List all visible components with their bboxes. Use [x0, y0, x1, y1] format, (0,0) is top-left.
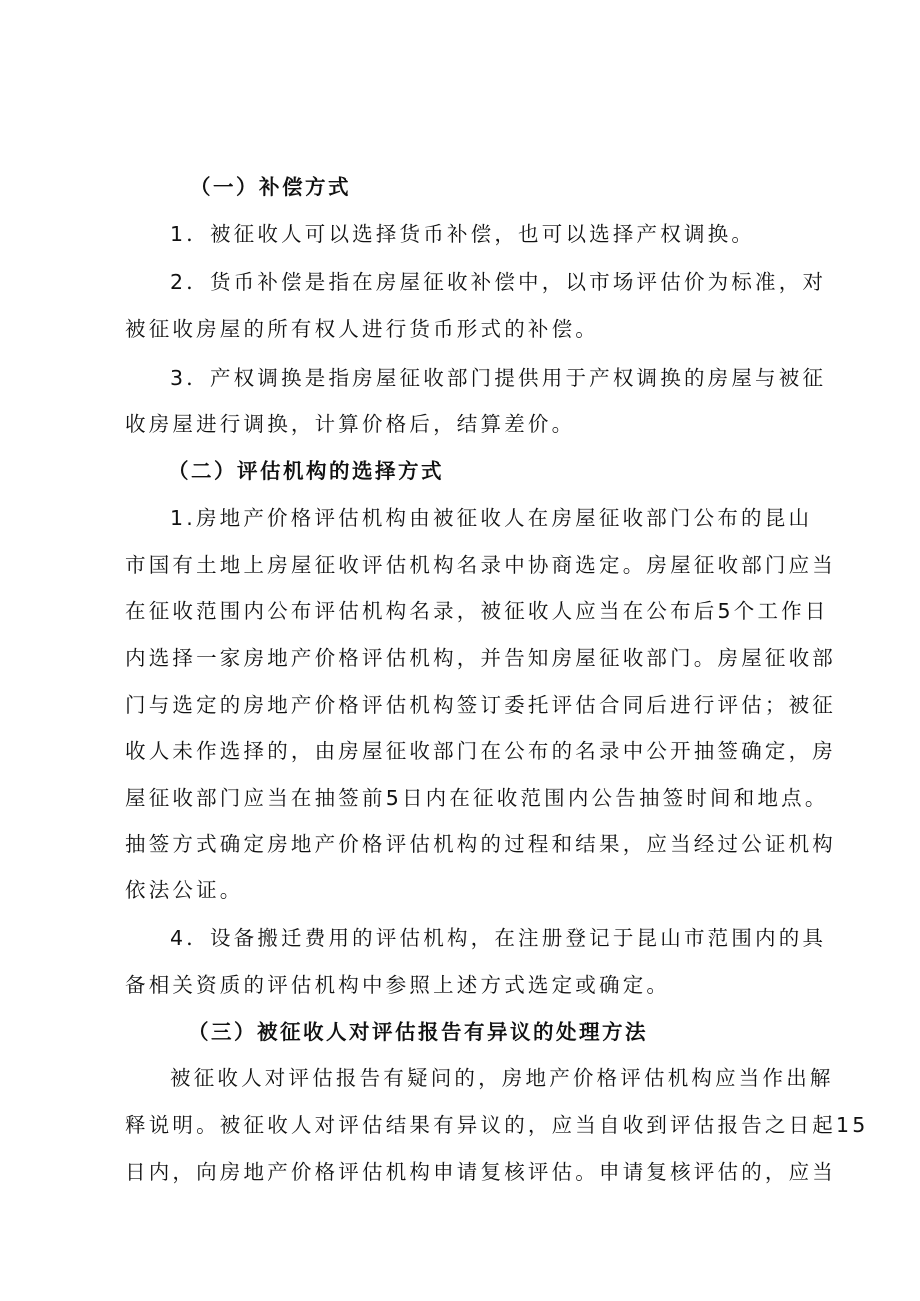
paragraph-line: 日内，向房地产价格评估机构申请复核评估。申请复核评估的，应当: [125, 1160, 836, 1184]
paragraph-line: 市国有土地上房屋征收评估机构名录中协商选定。房屋征收部门应当: [125, 553, 836, 577]
paragraph-line: 2．货币补偿是指在房屋征收补偿中，以市场评估价为标准，对: [170, 270, 827, 294]
paragraph-line: 依法公证。: [125, 878, 244, 902]
section-heading-evaluation-agency: （二）评估机构的选择方式: [168, 459, 444, 483]
paragraph-line: 抽签方式确定房地产价格评估机构的过程和结果，应当经过公证机构: [125, 832, 836, 856]
paragraph-line: 在征收范围内公布评估机构名录，被征收人应当在公布后5个工作日: [125, 599, 829, 623]
paragraph-line: 门与选定的房地产价格评估机构签订委托评估合同后进行评估；被征: [125, 693, 836, 717]
section-heading-compensation: （一）补偿方式: [190, 175, 351, 199]
paragraph-line: 1.房地产价格评估机构由被征收人在房屋征收部门公布的昆山: [170, 506, 813, 530]
paragraph-line: 释说明。被征收人对评估结果有异议的，应当自收到评估报告之日起15: [125, 1113, 869, 1137]
paragraph-line: 内选择一家房地产价格评估机构，并告知房屋征收部门。房屋征收部: [125, 646, 836, 670]
paragraph-line: 备相关资质的评估机构中参照上述方式选定或确定。: [125, 973, 671, 997]
paragraph-line: 被征收房屋的所有权人进行货币形式的补偿。: [125, 317, 599, 341]
paragraph-line: 被征收人对评估报告有疑问的，房地产价格评估机构应当作出解: [170, 1066, 834, 1090]
paragraph-line: 4．设备搬迁费用的评估机构，在注册登记于昆山市范围内的具: [170, 926, 827, 950]
paragraph-line: 收房屋进行调换，计算价格后，结算差价。: [125, 412, 576, 436]
paragraph-line: 3．产权调换是指房屋征收部门提供用于产权调换的房屋与被征: [170, 366, 827, 390]
paragraph-line: 收人未作选择的，由房屋征收部门在公布的名录中公开抽签确定，房: [125, 739, 836, 763]
paragraph-line: 1．被征收人可以选择货币补偿，也可以选择产权调换。: [170, 222, 756, 246]
section-heading-objection-handling: （三）被征收人对评估报告有异议的处理方法: [188, 1020, 648, 1044]
paragraph-line: 屋征收部门应当在抽签前5日内在征收范围内公告抽签时间和地点。: [125, 786, 829, 810]
